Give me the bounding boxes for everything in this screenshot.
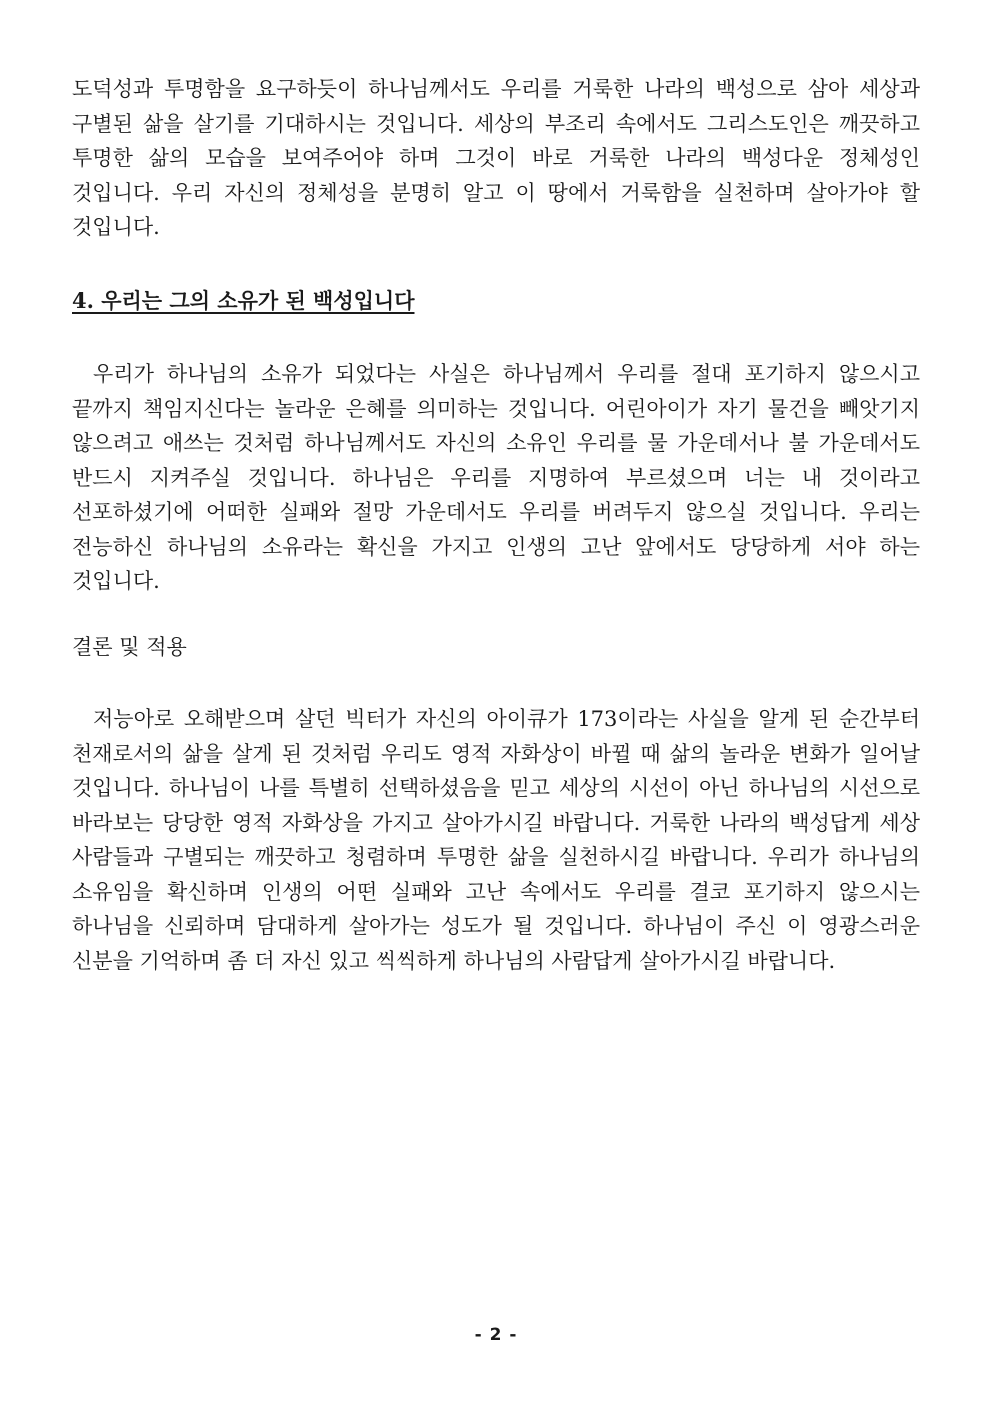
page-number: - 2 - bbox=[474, 1325, 518, 1345]
conclusion-paragraph: 저능아로 오해받으며 살던 빅터가 자신의 아이큐가 173이라는 사실을 알게 된 순간부터 천재로서의 삶을 살게 된 것처럼 우리도 영적 자화상이 바뀔 때 삶의 놀라운 변화가 일어날 것입니다. 하나님이 나를 특별히 선택하셨음을 믿고 세상의 시선이 아닌 하나님의 시선으로 바라보는 당당한 영적 자화상을 가지고 살아가시길 바랍니다. 거룩한 나라의 백성답게 세상 사람들과 구별되는 깨끗하고 청렴하며 투명한 삶을 실천하시길 바랍니다. 우리가 하나님의 소유임을 확신하며 인생의 어떤 실패와 고난 속에서도 우리를 결코 포기하지 않으시는 하나님을 신뢰하며 담대하게 살아가는 성도가 될 것입니다. 하나님이 주신 이 영광스러운 신분을 기억하며 좀 더 자신 있고 씩씩하게 하나님의 사람답게 살아가시길 바랍니다. bbox=[72, 707, 920, 973]
conclusion-heading: 결론 및 적용 bbox=[72, 635, 187, 659]
section-4-paragraph: 우리가 하나님의 소유가 되었다는 사실은 하나님께서 우리를 절대 포기하지 않으시고 끝까지 책임지신다는 놀라운 은혜를 의미하는 것입니다. 어린아이가 자기 물건을 빼앗기지 않으려고 애쓰는 것처럼 하나님께서도 자신의 소유인 우리를 물 가운데서나 불 가운데서도 반드시 지켜주실 것입니다. 하나님은 우리를 지명하여 부르셨으며 너는 내 것이라고 선포하셨기에 어떠한 실패와 절망 가운데서도 우리를 버려두지 않으실 것입니다. 우리는 전능하신 하나님의 소유라는 확신을 가지고 인생의 고난 앞에서도 당당하게 서야 하는 것입니다. bbox=[72, 362, 920, 593]
section-heading: 4. 우리는 그의 소유가 된 백성입니다 bbox=[72, 288, 415, 313]
intro-paragraph: 도덕성과 투명함을 요구하듯이 하나님께서도 우리를 거룩한 나라의 백성으로 삼아 세상과 구별된 삶을 살기를 기대하시는 것입니다. 세상의 부조리 속에서도 그리스도인은 깨끗하고 투명한 삶의 모습을 보여주어야 하며 그것이 바로 거룩한 나라의 백성다운 정체성인 것입니다. 우리 자신의 정체성을 분명히 알고 이 땅에서 거룩함을 실천하며 살아가야 할 것입니다. bbox=[72, 77, 920, 239]
